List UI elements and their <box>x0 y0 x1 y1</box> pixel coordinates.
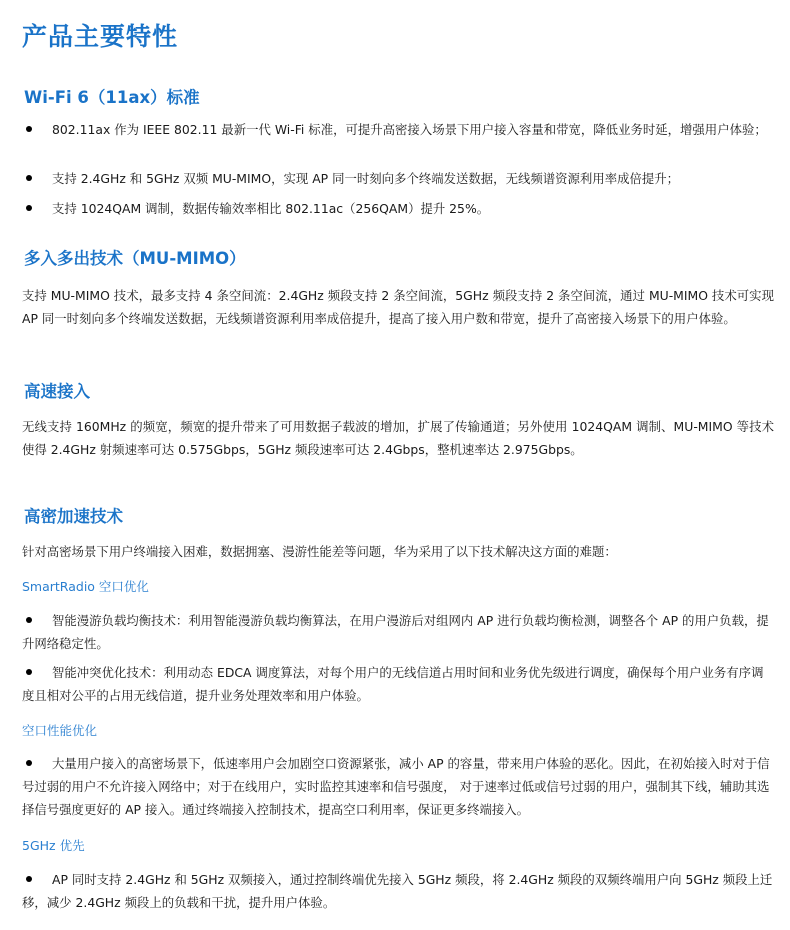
bullet-dot-icon <box>26 669 32 675</box>
subheading-smartradio: SmartRadio 空口优化 <box>22 579 149 594</box>
subheading-5ghz: 5GHz 优先 <box>22 838 85 853</box>
bullet-text: AP 同时支持 2.4GHz 和 5GHz 双频接入，通过控制终端优先接入 5GHz 频段，将 2.4GHz 频段的双频终端用户向 5GHz 频段上迁移，减少 2.4GHz 频段上的负载和干扰，提升用户体验。 <box>22 872 773 910</box>
bullet-dot-icon <box>26 760 32 766</box>
bullet-text: 支持 2.4GHz 和 5GHz 双频 MU-MIMO，实现 AP 同一时刻向多个终端发送数据，无线频谱资源利用率成倍提升； <box>52 171 680 186</box>
wifi6-bullet-2 <box>22 167 774 190</box>
bullet-text: 802.11ax 作为 IEEE 802.11 最新一代 Wi-Fi 标准，可提升高密接入场景下用户接入容量和带宽，降低业务时延，增强用户体验； <box>52 122 767 137</box>
highspeed-paragraph: 无线支持 160MHz 的频宽，频宽的提升带来了可用数据子载波的增加，扩展了传输通道；另外使用 1024QAM 调制、MU-MIMO 等技术使得 2.4GHz 射频速率可达 0.575Gbps，5GHz 频段速率可达 2.4Gbps，整机速率达 2.975Gbps。 <box>22 419 774 457</box>
smartradio-bullet-2 <box>22 661 774 707</box>
highdensity-intro: 针对高密场景下用户终端接入困难，数据拥塞、漫游性能差等问题，华为采用了以下技术解决这方面的难题： <box>22 544 617 559</box>
wifi6-bullet-1 <box>22 118 774 141</box>
bullet-text: 支持 1024QAM 调制，数据传输效率相比 802.11ac（256QAM）提升 25%。 <box>52 201 490 216</box>
heading-mumimo: 多入多出技术（MU-MIMO） <box>24 249 246 268</box>
bullet-dot-icon <box>26 617 32 623</box>
bullet-text: 大量用户接入的高密场景下，低速率用户会加剧空口资源紧张，减小 AP 的容量，带来用户体验的恶化。因此，在初始接入时对于信号过弱的用户不允许接入网络中；对于在线用户，实时监控其速率和信号强度， 对于速率过低或信号过弱的用户，强制其下线，辅助其选择信号强度更好的 AP 接入。通过终端接入控制技术，提高空口利用率，保证更多终端接入。 <box>22 756 770 817</box>
bullet-text: 智能冲突优化技术：利用动态 EDCA 调度算法，对每个用户的无线信道占用时间和业务优先级进行调度，确保每个用户业务有序调度且相对公平的占用无线信道，提升业务处理效率和用户体验。 <box>22 665 764 703</box>
wifi6-bullet-3 <box>22 197 774 220</box>
5ghz-bullet-1 <box>22 868 774 914</box>
bullet-dot-icon <box>26 126 32 132</box>
bullet-dot-icon <box>26 175 32 181</box>
smartradio-bullet-1 <box>22 609 774 655</box>
subheading-airperf: 空口性能优化 <box>22 723 98 738</box>
page-title: 产品主要特性 <box>22 22 179 51</box>
bullet-text: 智能漫游负载均衡技术：利用智能漫游负载均衡算法，在用户漫游后对组网内 AP 进行负载均衡检测，调整各个 AP 的用户负载，提升网络稳定性。 <box>22 613 769 651</box>
airperf-bullet-1 <box>22 752 774 821</box>
bullet-dot-icon <box>26 876 32 882</box>
mumimo-paragraph: 支持 MU-MIMO 技术，最多支持 4 条空间流：2.4GHz 频段支持 2 条空间流，5GHz 频段支持 2 条空间流，通过 MU-MIMO 技术可实现 AP 同一时刻向多个终端发送数据，无线频谱资源利用率成倍提升，提高了接入用户数和带宽，提升了高密接入场景下的用户体验。 <box>22 288 774 326</box>
heading-highspeed: 高速接入 <box>24 382 90 401</box>
bullet-dot-icon <box>26 205 32 211</box>
heading-wifi6: Wi-Fi 6（11ax）标准 <box>24 88 200 107</box>
heading-highdensity: 高密加速技术 <box>24 507 123 526</box>
